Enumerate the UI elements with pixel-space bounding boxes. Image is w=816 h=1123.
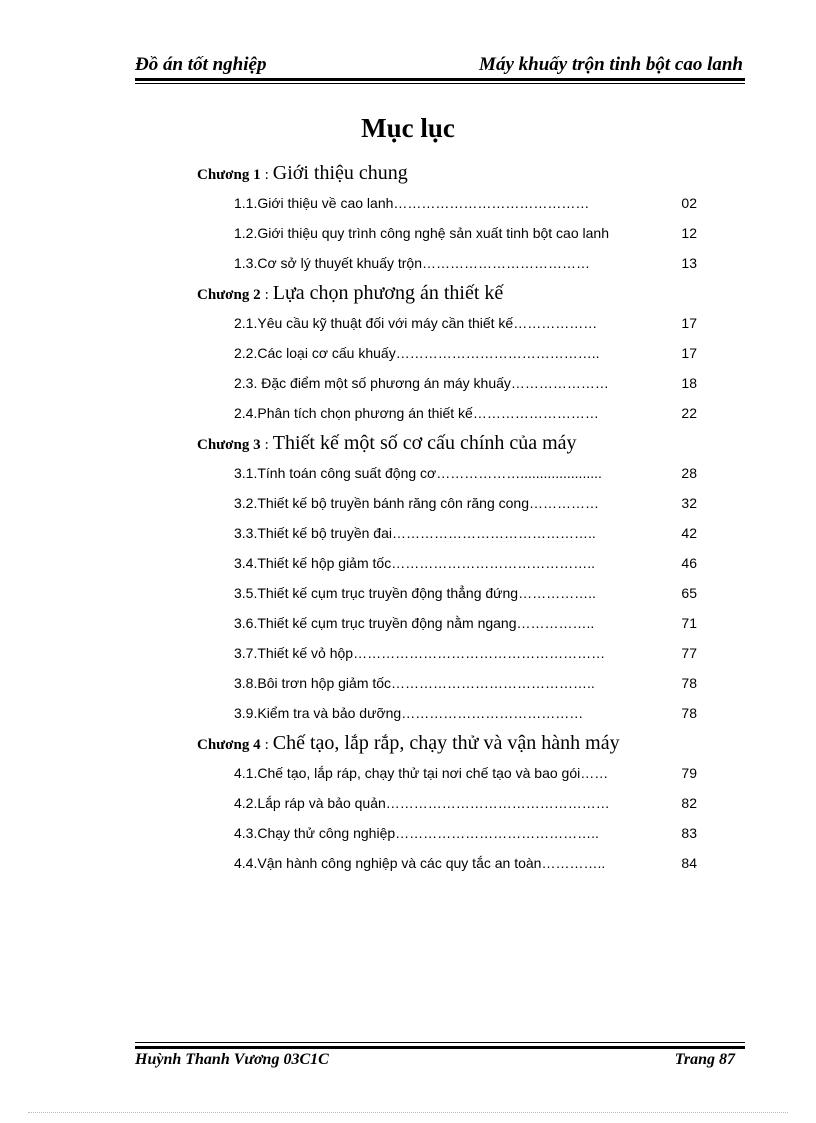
footer-rule-thin (135, 1042, 745, 1043)
toc-entry-title: 4.4.Vận hành công nghiệp và các quy tắc an toàn………….. (234, 855, 606, 871)
toc-entry[interactable] (234, 518, 697, 548)
toc-entry-title: 4.3.Chạy thử công nghiệp…………………………………….. (234, 825, 599, 841)
toc-entry[interactable] (234, 218, 697, 248)
toc-entry-page: 65 (681, 585, 697, 601)
header-document-type: Đồ án tốt nghiệp (135, 54, 267, 75)
toc-entry-page: 18 (681, 375, 697, 391)
toc-entry-page: 42 (681, 525, 697, 541)
chapter-title: Chế tạo, lắp rắp, chạy thử và vận hành máy (272, 732, 620, 754)
toc-entry-title: 4.2.Lắp ráp và bảo quản………………………………………… (234, 795, 610, 811)
footer-page-number: Trang 87 (674, 1051, 735, 1068)
chapter-title: Thiết kế một số cơ cấu chính của máy (272, 432, 577, 454)
toc-entry-page: 17 (681, 315, 697, 331)
chapter-heading[interactable] (197, 158, 697, 188)
toc-entry[interactable] (234, 488, 697, 518)
toc-entry[interactable] (234, 308, 697, 338)
chapter-heading[interactable] (197, 428, 697, 458)
toc-entry-page: 79 (681, 765, 697, 781)
chapter-number: Chương 4 (197, 737, 261, 753)
toc-entry-title: 3.8.Bôi trơn hộp giảm tốc…………………………………….. (234, 675, 595, 691)
chapter-heading[interactable] (197, 278, 697, 308)
chapter-number: Chương 3 (197, 437, 261, 453)
toc-entry[interactable] (234, 638, 697, 668)
toc-entry-page: 13 (681, 255, 697, 271)
table-of-contents (197, 158, 697, 878)
chapter-number: Chương 2 (197, 287, 261, 303)
toc-entry-title: 3.9.Kiểm tra và bảo dưỡng………………………………… (234, 705, 584, 721)
toc-entry-title: 3.1.Tính toán công suất động cơ………………..................... (234, 465, 602, 481)
toc-entry-page: 84 (681, 855, 697, 871)
toc-entry-page: 77 (681, 645, 697, 661)
toc-entry-page: 82 (681, 795, 697, 811)
chapter-number: Chương 1 (197, 167, 261, 183)
toc-entry[interactable] (234, 698, 697, 728)
chapter-title: Giới thiệu chung (272, 162, 408, 184)
toc-entry-title: 3.6.Thiết kế cụm trục truyền động nằm ngang…………….. (234, 615, 595, 631)
toc-entry-page: 78 (681, 705, 697, 721)
toc-entry-title: 1.1.Giới thiệu về cao lanh…………………………………… (234, 195, 590, 211)
toc-entry-page: 12 (681, 225, 697, 241)
toc-entry-page: 78 (681, 675, 697, 691)
toc-entry-page: 28 (681, 465, 697, 481)
toc-entry-title: 2.1.Yêu cầu kỹ thuật đối với máy cần thiết kế……………… (234, 315, 598, 331)
toc-entry-page: 46 (681, 555, 697, 571)
toc-entry[interactable] (234, 338, 697, 368)
chapter-separator: : (264, 167, 269, 183)
footer-author: Huỳnh Thanh Vương 03C1C (135, 1051, 329, 1068)
toc-entry[interactable] (234, 758, 697, 788)
header-document-subject: Máy khuấy trộn tinh bột cao lanh (479, 54, 743, 75)
toc-entry[interactable] (234, 398, 697, 428)
footer-rule-thick (135, 1046, 745, 1049)
toc-entry-page: 02 (681, 195, 697, 211)
toc-entry-page: 83 (681, 825, 697, 841)
chapter-separator: : (264, 737, 269, 753)
toc-entry[interactable] (234, 578, 697, 608)
toc-entry-page: 32 (681, 495, 697, 511)
toc-entry-title: 1.2.Giới thiệu quy trình công nghệ sản xuất tinh bột cao lanh (234, 225, 609, 241)
toc-entry[interactable] (234, 848, 697, 878)
chapter-title: Lựa chọn phương án thiết kế (272, 282, 504, 304)
page-break-line (28, 1112, 788, 1113)
toc-entry[interactable] (234, 548, 697, 578)
toc-entry[interactable] (234, 368, 697, 398)
toc-entry[interactable] (234, 788, 697, 818)
toc-entry-title: 3.7.Thiết kế vỏ hộp……………………………………………… (234, 645, 606, 661)
toc-entry-page: 71 (681, 615, 697, 631)
header-rule-thick (135, 78, 745, 81)
toc-entry-title: 3.2.Thiết kế bộ truyền bánh răng côn răng cong…………… (234, 495, 599, 511)
toc-entry[interactable] (234, 608, 697, 638)
toc-entry-title: 1.3.Cơ sở lý thuyết khuấy trộn……………………………… (234, 255, 591, 271)
header-rule-thin (135, 83, 745, 84)
page-title: Mục lục (361, 113, 455, 143)
toc-entry[interactable] (234, 668, 697, 698)
chapter-separator: : (264, 287, 269, 303)
toc-entry-page: 17 (681, 345, 697, 361)
toc-entry[interactable] (234, 248, 697, 278)
toc-entry-page: 22 (681, 405, 697, 421)
toc-entry[interactable] (234, 818, 697, 848)
toc-entry[interactable] (234, 458, 697, 488)
toc-entry-title: 3.5.Thiết kế cụm trục truyền động thẳng đứng…………….. (234, 585, 596, 601)
toc-entry-title: 3.4.Thiết kế hộp giảm tốc…………………………………….. (234, 555, 595, 571)
toc-entry-title: 2.4.Phân tích chọn phương án thiết kế……………………… (234, 405, 599, 421)
chapter-heading[interactable] (197, 728, 697, 758)
toc-entry-title: 3.3.Thiết kế bộ truyền đai…………………………………….. (234, 525, 596, 541)
toc-entry-title: 2.3. Đặc điểm một số phương án máy khuấy………………… (234, 375, 609, 391)
chapter-separator: : (264, 437, 269, 453)
toc-entry-title: 4.1.Chế tạo, lắp ráp, chạy thử tại nơi chế tạo và bao gói…… (234, 765, 609, 781)
toc-entry-title: 2.2.Các loại cơ cấu khuấy…………………………………….. (234, 345, 600, 361)
toc-entry[interactable] (234, 188, 697, 218)
